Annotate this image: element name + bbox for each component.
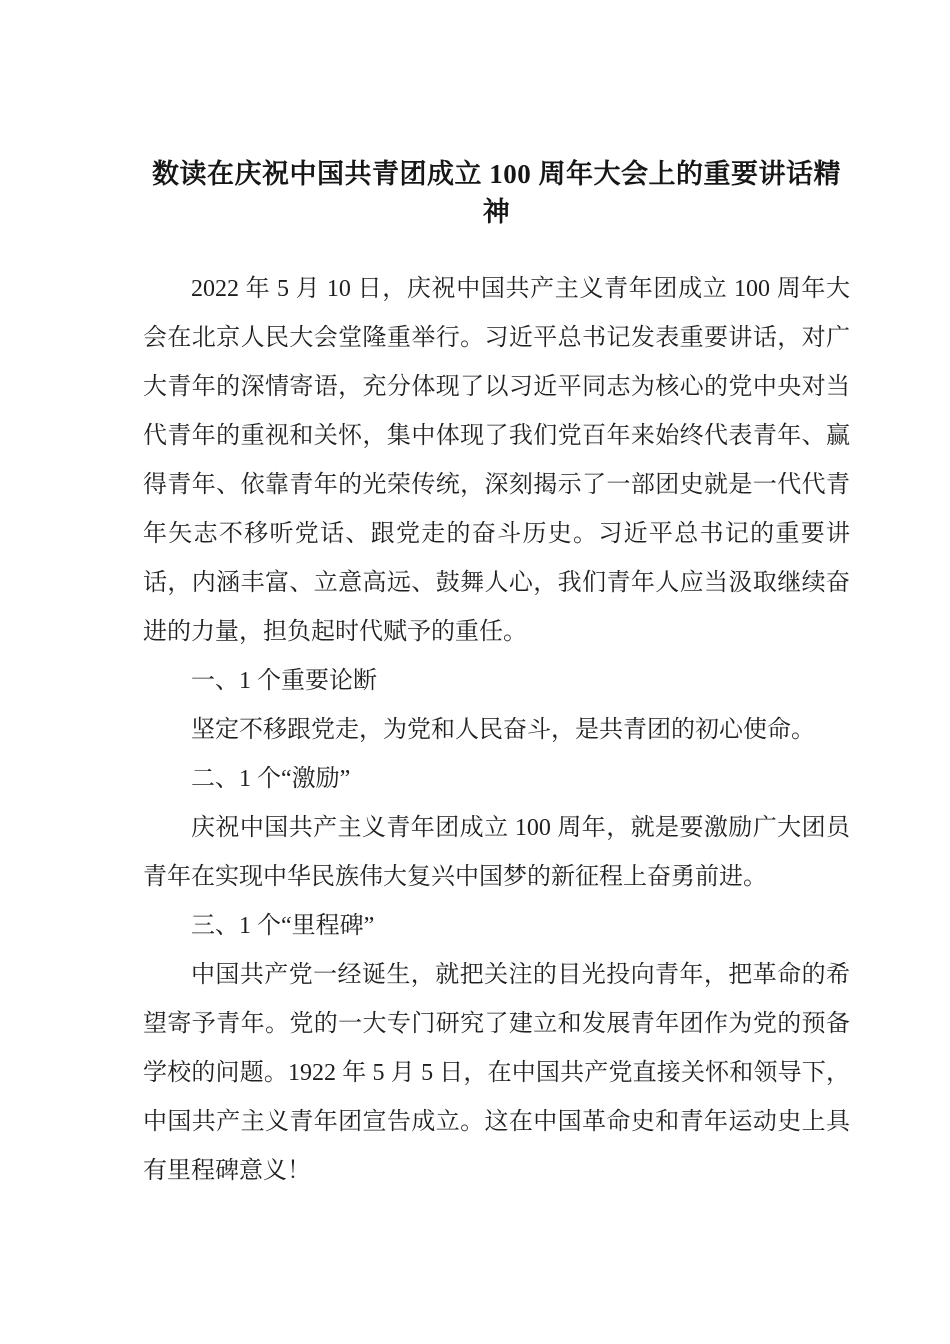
paragraph-section-1: 坚定不移跟党走，为党和人民奋斗，是共青团的初心使命。 bbox=[191, 717, 815, 743]
section-heading-1: 一、1 个重要论断 bbox=[191, 668, 377, 694]
paragraph-section-3: 中国共产党一经诞生，就把关注的目光投向青年，把革命的希望寄予青年。党的一大专门研究了建立和发展青年团作为党的预备学校的问题。1922 年 5 月 5 日，在中国共产党直接关怀和领导下，中国共产主义青年团宣告成立。这在中国革命史和青年运动史上具有里程碑意义！ bbox=[143, 962, 850, 1184]
paragraph-intro: 2022 年 5 月 10 日，庆祝中国共产主义青年团成立 100 周年大会在北京人民大会堂隆重举行。习近平总书记发表重要讲话，对广大青年的深情寄语，充分体现了以习近平同志为核心的党中央对当代青年的重视和关怀，集中体现了我们党百年来始终代表青年、赢得青年、依靠青年的光荣传统，深刻揭示了一部团史就是一代代青年矢志不移听党话、跟党走的奋斗历史。习近平总书记的重要讲话，内涵丰富、立意高远、鼓舞人心，我们青年人应当汲取继续奋进的力量，担负起时代赋予的重任。 bbox=[143, 276, 850, 645]
section-heading-3: 三、1 个“里程碑” bbox=[191, 913, 375, 939]
document-title: 数读在庆祝中国共青团成立 100 周年大会上的重要讲话精神 bbox=[152, 159, 841, 227]
document-content bbox=[143, 155, 850, 1196]
section-heading-2: 二、1 个“激励” bbox=[191, 766, 351, 792]
paragraph-section-2: 庆祝中国共产主义青年团成立 100 周年，就是要激励广大团员青年在实现中华民族伟大复兴中国梦的新征程上奋勇前进。 bbox=[143, 815, 850, 890]
